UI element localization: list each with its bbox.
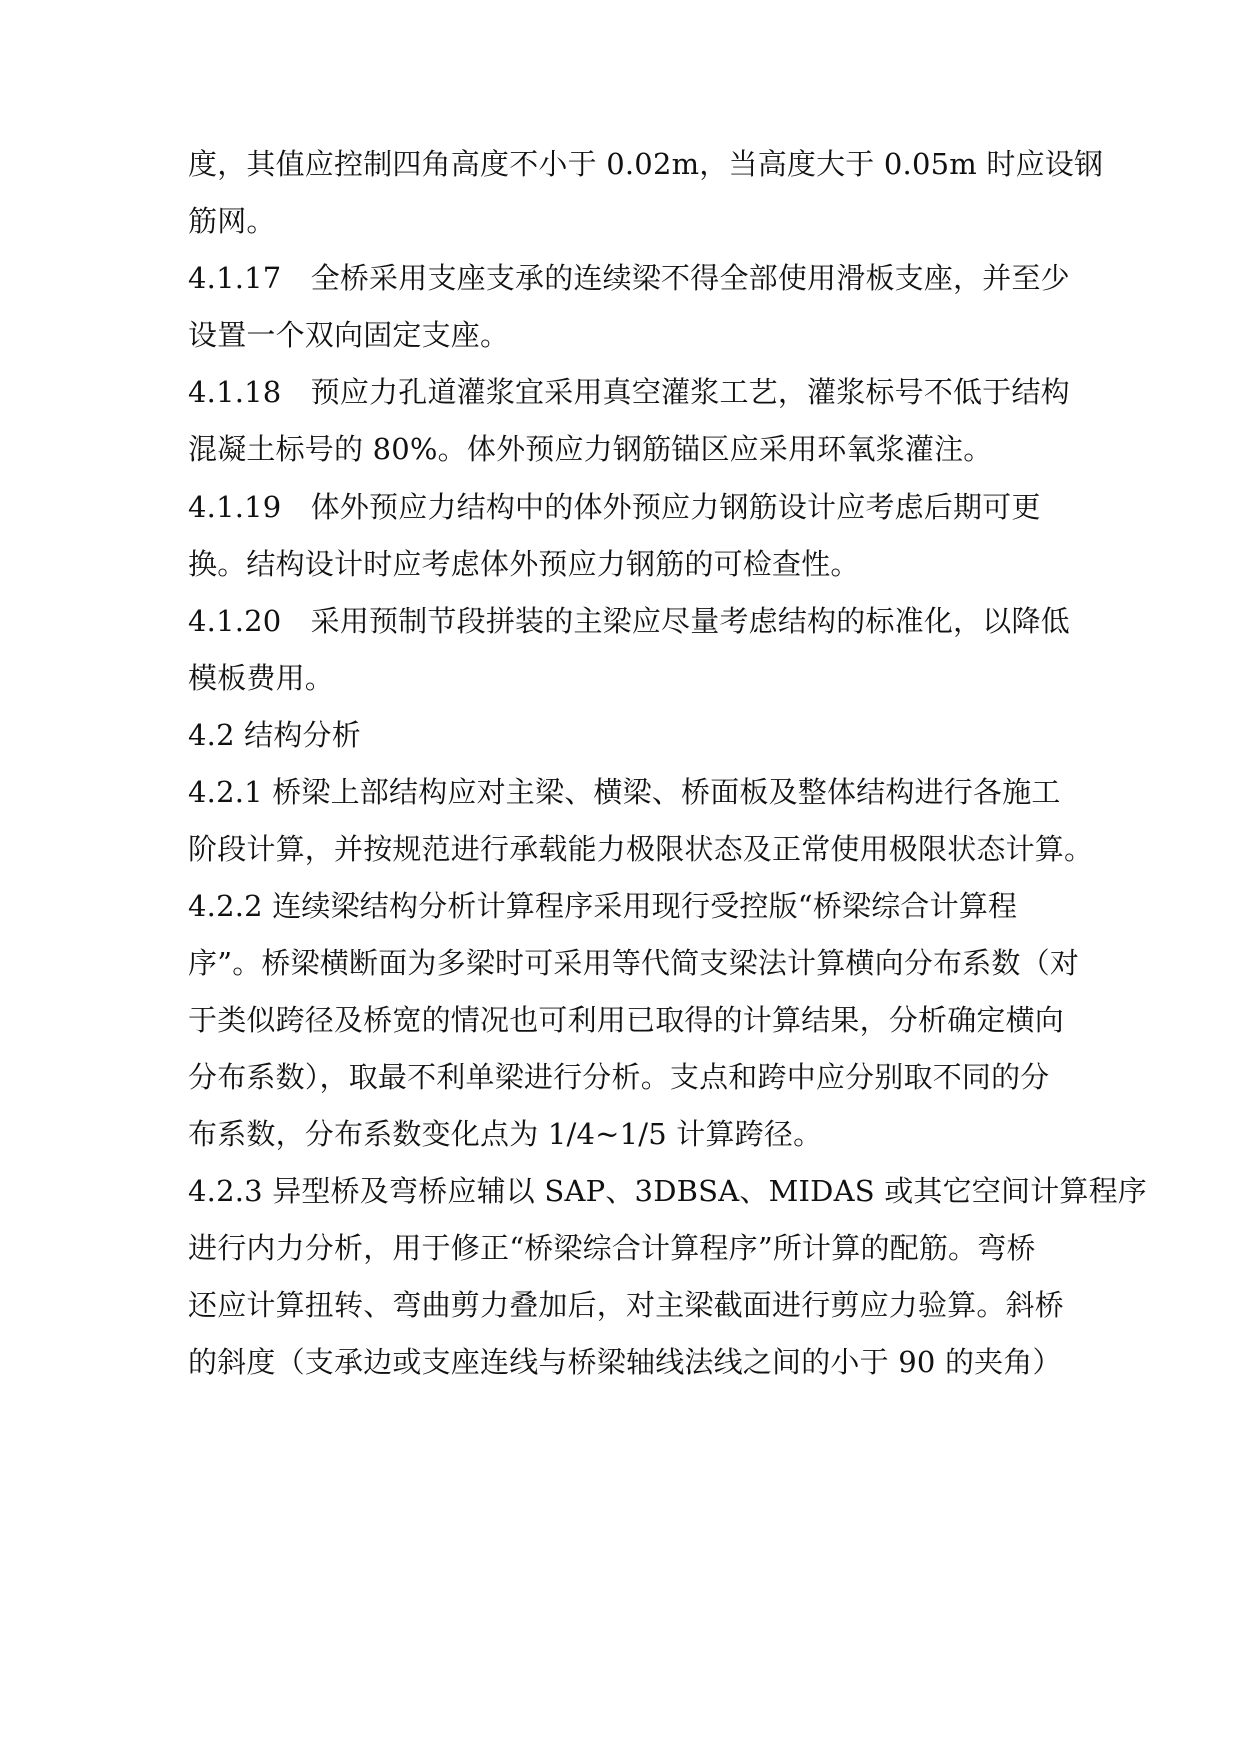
text-line: 换。结构设计时应考虑体外预应力钢筋的可检查性。 bbox=[188, 547, 860, 581]
text-line: 还应计算扭转、弯曲剪力叠加后，对主梁截面进行剪应力验算。斜桥 bbox=[188, 1288, 1065, 1322]
text-line: 4.1.17 全桥采用支座支承的连续梁不得全部使用滑板支座，并至少 bbox=[188, 261, 1070, 295]
text-line: 筋网。 bbox=[188, 204, 276, 238]
text-line: 混凝土标号的 80%。体外预应力钢筋锚区应采用环氧浆灌注。 bbox=[188, 432, 993, 466]
text-line: 度，其值应控制四角高度不小于 0.02m，当高度大于 0.05m 时应设钢 bbox=[188, 147, 1104, 181]
text-line: 4.2.3 异型桥及弯桥应辅以 SAP、3DBSA、MIDAS 或其它空间计算程序 bbox=[188, 1174, 1147, 1208]
text-line: 序”。桥梁横断面为多梁时可采用等代简支梁法计算横向分布系数（对 bbox=[188, 946, 1080, 980]
text-line: 进行内力分析，用于修正“桥梁综合计算程序”所计算的配筋。弯桥 bbox=[188, 1231, 1036, 1265]
text-line: 的斜度（支承边或支座连线与桥梁轴线法线之间的小于 90 的夹角） bbox=[188, 1345, 1062, 1379]
text-line: 布系数，分布系数变化点为 1/4~1/5 计算跨径。 bbox=[188, 1117, 823, 1151]
text-line: 模板费用。 bbox=[188, 661, 335, 695]
text-line: 4.2.1 桥梁上部结构应对主梁、横梁、桥面板及整体结构进行各施工 bbox=[188, 775, 1061, 809]
text-line: 4.1.20 采用预制节段拼装的主梁应尽量考虑结构的标准化，以降低 bbox=[188, 604, 1070, 638]
text-line: 4.1.19 体外预应力结构中的体外预应力钢筋设计应考虑后期可更 bbox=[188, 490, 1041, 524]
text-line: 4.1.18 预应力孔道灌浆宜采用真空灌浆工艺，灌浆标号不低于结构 bbox=[188, 375, 1070, 409]
text-line: 设置一个双向固定支座。 bbox=[188, 318, 510, 352]
section-heading: 4.2 结构分析 bbox=[188, 718, 361, 752]
text-line: 分布系数），取最不利单梁进行分析。支点和跨中应分别取不同的分 bbox=[188, 1060, 1050, 1094]
text-line: 阶段计算，并按规范进行承载能力极限状态及正常使用极限状态计算。 bbox=[188, 832, 1094, 866]
text-line: 4.2.2 连续梁结构分析计算程序采用现行受控版“桥梁综合计算程 bbox=[188, 889, 1018, 923]
text-line: 于类似跨径及桥宽的情况也可利用已取得的计算结果，分析确定横向 bbox=[188, 1003, 1065, 1037]
